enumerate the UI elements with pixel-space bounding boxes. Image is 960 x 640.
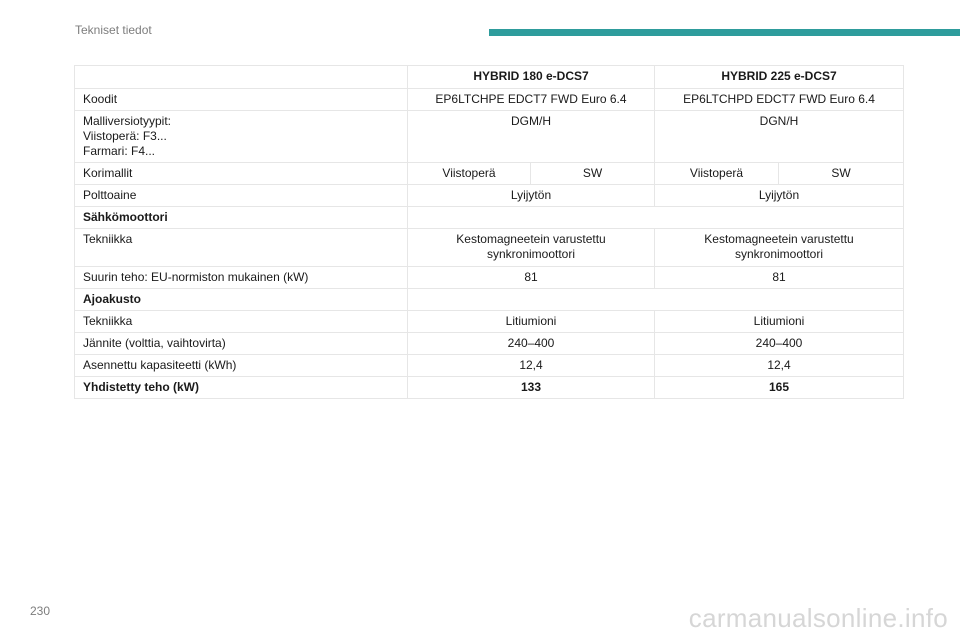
- row-label: Koodit: [75, 89, 408, 111]
- row-label: [75, 111, 408, 163]
- cell-value: EP6LTCHPD EDCT7 FWD Euro 6.4: [655, 89, 904, 111]
- header-accent-bar: [489, 29, 960, 36]
- cell-value: 240–400: [655, 333, 904, 355]
- cell-value: [408, 229, 655, 267]
- section-empty-cell: [408, 289, 904, 311]
- section-empty-cell: [408, 207, 904, 229]
- row-label: Asennettu kapasiteetti (kWh): [75, 355, 408, 377]
- column-header-hybrid-180: HYBRID 180 e-DCS7: [408, 66, 655, 89]
- cell-line: synkronimoottori: [734, 247, 824, 261]
- section-heading: Ajoakusto: [75, 289, 408, 311]
- table-row: [75, 111, 904, 163]
- cell-value: EP6LTCHPE EDCT7 FWD Euro 6.4: [408, 89, 655, 111]
- cell-value: Viistoperä: [408, 163, 531, 185]
- technical-specs-table: [74, 65, 904, 399]
- row-label: Korimallit: [75, 163, 408, 185]
- table-row: [75, 333, 904, 355]
- table-row: [75, 267, 904, 289]
- table-section-row: [75, 207, 904, 229]
- cell-line: Kestomagneetein varustettu: [704, 232, 854, 246]
- cell-value: [655, 229, 904, 267]
- table-header-row: [75, 66, 904, 89]
- cell-line: synkronimoottori: [486, 247, 576, 261]
- cell-value: SW: [531, 163, 655, 185]
- cell-value: Lyijytön: [655, 185, 904, 207]
- row-label-line: Farmari: F4...: [83, 144, 156, 158]
- cell-value: 240–400: [408, 333, 655, 355]
- watermark: carmanualsonline.info: [688, 603, 948, 633]
- table-row: [75, 311, 904, 333]
- cell-value: Viistoperä: [655, 163, 779, 185]
- row-label-line: Viistoperä: F3...: [83, 129, 167, 143]
- row-label-line: Malliversiotyypit:: [83, 114, 172, 128]
- cell-value: DGN/H: [655, 111, 904, 163]
- cell-value: Lyijytön: [408, 185, 655, 207]
- row-label: Jännite (volttia, vaihtovirta): [75, 333, 408, 355]
- table-section-row: [75, 289, 904, 311]
- cell-value: DGM/H: [408, 111, 655, 163]
- cell-value: Litiumioni: [408, 311, 655, 333]
- section-title: Tekniset tiedot: [75, 23, 152, 37]
- section-heading: Sähkömoottori: [75, 207, 408, 229]
- cell-value: 133: [408, 377, 655, 399]
- cell-value: 12,4: [655, 355, 904, 377]
- row-label: Tekniikka: [75, 229, 408, 267]
- cell-value: 81: [408, 267, 655, 289]
- table-total-row: [75, 377, 904, 399]
- column-header-hybrid-225: HYBRID 225 e-DCS7: [655, 66, 904, 89]
- cell-value: 81: [655, 267, 904, 289]
- row-label: Polttoaine: [75, 185, 408, 207]
- row-label: Suurin teho: EU-normiston mukainen (kW): [75, 267, 408, 289]
- table-row: [75, 185, 904, 207]
- table-row: [75, 89, 904, 111]
- page-number: 230: [30, 604, 51, 618]
- row-label: Yhdistetty teho (kW): [75, 377, 408, 399]
- cell-value: 12,4: [408, 355, 655, 377]
- table-row: [75, 229, 904, 267]
- cell-line: Kestomagneetein varustettu: [456, 232, 606, 246]
- cell-value: 165: [655, 377, 904, 399]
- row-label: Tekniikka: [75, 311, 408, 333]
- header-empty-cell: [75, 66, 408, 89]
- cell-value: SW: [779, 163, 904, 185]
- table-row: [75, 355, 904, 377]
- table-row: [75, 163, 904, 185]
- cell-value: Litiumioni: [655, 311, 904, 333]
